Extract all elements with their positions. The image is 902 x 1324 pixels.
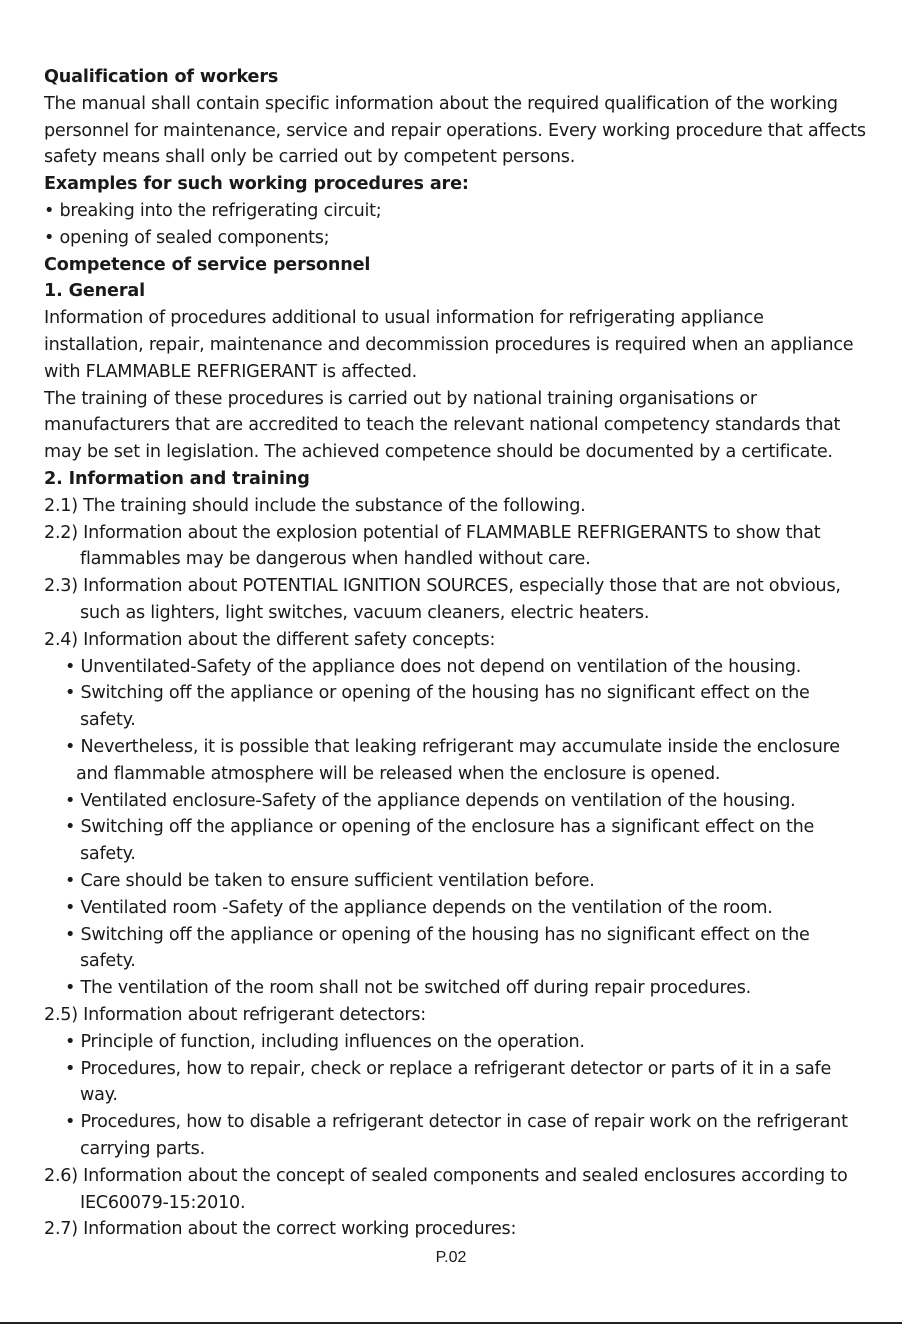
line-bullet: • Principle of function, including influences on the operation.: [65, 1031, 585, 1052]
line-bullet: • opening of sealed components;: [44, 227, 330, 248]
line-text: and flammable atmosphere will be released when the enclosure is opened.: [76, 763, 721, 784]
line-bullet: • Ventilated room -Safety of the appliance depends on the ventilation of the room.: [65, 897, 773, 918]
line-heading: Competence of service personnel: [44, 254, 371, 275]
line-bullet: • Switching off the appliance or opening of the housing has no significant effect on the: [65, 924, 810, 945]
line-bullet: • Procedures, how to disable a refrigerant detector in case of repair work on the refrigerant: [65, 1112, 848, 1133]
line-bullet: • The ventilation of the room shall not be switched off during repair procedures.: [65, 978, 751, 999]
line-text: 2.5) Information about refrigerant detectors:: [44, 1005, 426, 1025]
line-text: safety.: [80, 844, 136, 865]
line-text: Information of procedures additional to usual information for refrigerating appliance: [44, 308, 764, 329]
page-number: P.02: [435, 1249, 467, 1266]
line-bullet: • Unventilated-Safety of the appliance does not depend on ventilation of the housing.: [65, 656, 802, 677]
line-bullet: • Procedures, how to repair, check or replace a refrigerant detector or parts of it in a safe: [65, 1058, 832, 1079]
line-text: manufacturers that are accredited to teach the relevant national competency standards that: [44, 415, 841, 436]
line-text: way.: [80, 1085, 118, 1106]
line-text: carrying parts.: [80, 1139, 205, 1159]
line-text: 2.3) Information about POTENTIAL IGNITION SOURCES, especially those that are not obvious,: [44, 576, 841, 597]
line-text: The manual shall contain specific information about the required qualification of the working: [44, 93, 838, 114]
line-text: with FLAMMABLE REFRIGERANT is affected.: [44, 361, 417, 382]
line-text: IEC60079-15:2010.: [80, 1192, 246, 1213]
line-text: 2.7) Information about the correct working procedures:: [44, 1219, 517, 1240]
line-text: may be set in legislation. The achieved competence should be documented by a certificate.: [44, 442, 833, 463]
line-heading: 2. Information and training: [44, 469, 310, 489]
line-text: 2.1) The training should include the substance of the following.: [44, 495, 586, 516]
line-heading: Qualification of workers: [44, 67, 279, 87]
line-bullet: • Nevertheless, it is possible that leaking refrigerant may accumulate inside the enclosure: [65, 737, 840, 757]
line-text: safety means shall only be carried out by competent persons.: [44, 147, 576, 168]
line-text: The training of these procedures is carried out by national training organisations or: [44, 388, 757, 409]
line-heading: Examples for such working procedures are:: [44, 174, 469, 195]
line-text: 2.4) Information about the different safety concepts:: [44, 629, 496, 650]
line-bullet: • breaking into the refrigerating circuit;: [44, 201, 382, 221]
line-bullet: • Switching off the appliance or opening of the housing has no significant effect on the: [65, 683, 810, 704]
line-heading: 1. General: [44, 281, 145, 302]
line-text: 2.6) Information about the concept of sealed components and sealed enclosures according to: [44, 1165, 848, 1186]
line-text: safety.: [80, 710, 136, 731]
line-text: safety.: [80, 951, 136, 972]
line-bullet: • Switching off the appliance or opening of the enclosure has a significant effect on the: [65, 817, 815, 838]
line-text: flammables may be dangerous when handled without care.: [80, 549, 591, 570]
line-bullet: • Ventilated enclosure-Safety of the appliance depends on ventilation of the housing.: [65, 790, 796, 811]
line-text: such as lighters, light switches, vacuum cleaners, electric heaters.: [80, 603, 650, 623]
line-text: 2.2) Information about the explosion potential of FLAMMABLE REFRIGERANTS to show that: [44, 522, 821, 543]
line-text: personnel for maintenance, service and repair operations. Every working procedure that affects: [44, 120, 866, 141]
line-text: installation, repair, maintenance and decommission procedures is required when an appliance: [44, 335, 854, 355]
line-bullet: • Care should be taken to ensure sufficient ventilation before.: [65, 871, 595, 891]
